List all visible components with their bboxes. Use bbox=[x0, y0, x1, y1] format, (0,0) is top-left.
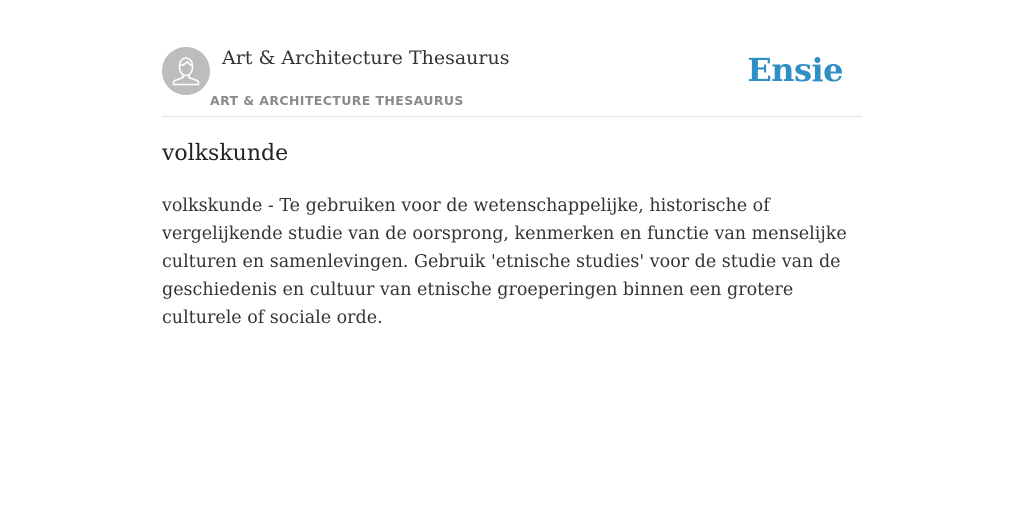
user-avatar-icon bbox=[162, 47, 210, 95]
entry-title: volkskunde bbox=[162, 141, 289, 166]
ensie-logo[interactable]: Ensie bbox=[747, 51, 843, 89]
author-avatar[interactable] bbox=[162, 47, 210, 95]
source-label[interactable]: ART & ARCHITECTURE THESAURUS bbox=[210, 93, 464, 108]
entry-definition: volkskunde - Te gebruiken voor de wetenschappelijke, historische of vergelijkende studie van de oorsprong, kenmerken en functie van menselijke culturen en samenlevingen. Gebruik 'etnische studies' voor de studie van de geschiedenis en cultuur van etnische groeperingen binnen een grotere culturele of sociale orde. bbox=[162, 196, 847, 328]
page-header bbox=[162, 46, 862, 117]
author-name[interactable]: Art & Architecture Thesaurus bbox=[222, 47, 510, 69]
